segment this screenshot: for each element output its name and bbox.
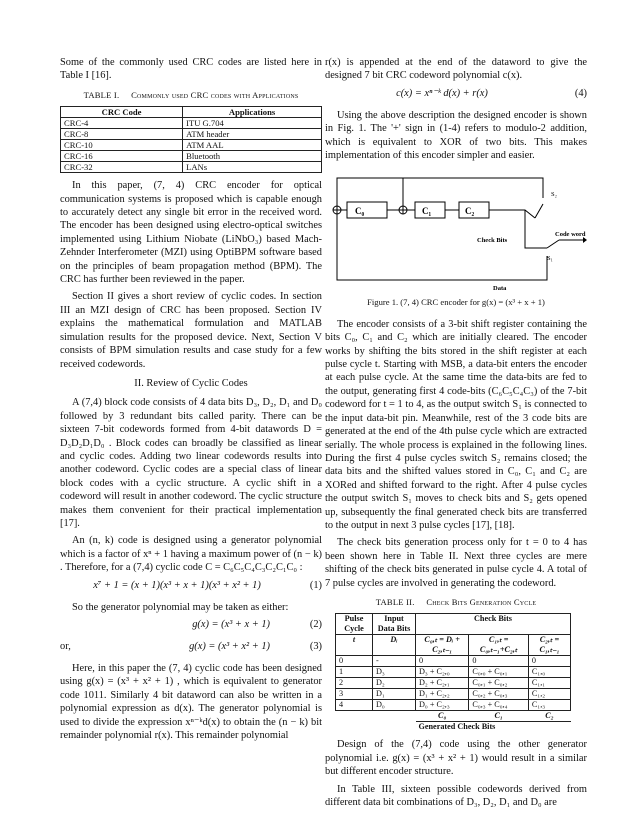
table-cell: 2 bbox=[336, 678, 373, 689]
section-heading: II. Review of Cyclic Codes bbox=[134, 377, 248, 389]
switch-s2 bbox=[535, 204, 543, 218]
table-cell: 4 bbox=[336, 700, 373, 711]
table-cell: CRC-16 bbox=[61, 151, 183, 162]
table-cell: ATM AAL bbox=[183, 140, 322, 151]
table-cell: C₀,₁ + C₀,₂ bbox=[469, 678, 529, 689]
table1-header: CRC Code bbox=[61, 107, 183, 118]
table-row bbox=[336, 667, 571, 678]
paragraph: The check bits generation process only for t = 0 to 4 has been shown here in Table II. Next three cycles are mere shifting of the check bits generated in pulse cycle 4. A total of 7 pulse cycles are involved in generating the codeword. bbox=[325, 537, 587, 589]
table-cell: D₂ bbox=[373, 678, 416, 689]
equation-4 bbox=[325, 87, 587, 105]
table1-title: Commonly used CRC codes with Applications bbox=[131, 89, 299, 100]
table2-subheader: C₀,ₜ = Dᵢ + C₂,ₜ₋₁ bbox=[416, 635, 469, 656]
paragraph: In this paper, (7, 4) CRC encoder for optical communication systems is proposed which is capable enough to accurately detect any single bit error in the received word. The encoder has been designed using electro-optical switches implemented using Lithium Niobate (LiNbO₃) based Mach-Zehnder Interferometer (MZI) using OptiBPM software based on the principles of beam propagation method (BPM). The CRC has further been reviewed in the paper. bbox=[60, 180, 322, 286]
paragraph: An (n, k) code is designed using a generator polynomial which is a factor of xⁿ + 1 having a maximum power of (n − k) . Therefore, for a (7,4) cyclic code C = C₆C₅C₄C₃C₂C₁C₀ : bbox=[60, 535, 322, 574]
table-cell: D₀ bbox=[373, 700, 416, 711]
right-column bbox=[325, 56, 587, 813]
equation-number: (2) bbox=[309, 619, 322, 630]
table1-label: TABLE I. bbox=[83, 89, 120, 100]
brace-label: C₀ bbox=[416, 711, 469, 722]
paragraph: r(x) is appended at the end of the dataword to give the designed 7 bit CRC codeword polynomial c(x). bbox=[325, 57, 587, 82]
equation-2 bbox=[60, 618, 322, 636]
table-row bbox=[336, 700, 571, 711]
encoder-figure bbox=[325, 168, 587, 294]
table2-caption bbox=[325, 596, 587, 609]
table-row bbox=[61, 118, 322, 129]
table-cell: CRC-4 bbox=[61, 118, 183, 129]
equation-lead: or, bbox=[60, 641, 71, 652]
c0-label: C₀ bbox=[355, 206, 365, 217]
table-cell: 0 bbox=[336, 656, 373, 667]
table2-subheader: Dᵢ bbox=[373, 635, 416, 656]
table-cell: CRC-32 bbox=[61, 162, 183, 173]
table-cell: D₁ + C₂,₂ bbox=[416, 689, 469, 700]
table-row bbox=[336, 656, 571, 667]
table-cell: D₂ + C₂,₁ bbox=[416, 678, 469, 689]
code-word-label: Code word bbox=[555, 231, 586, 239]
paragraph: Design of the (7,4) code using the other generator polynomial i.e. g(x) = (x³ + x² + 1) would result in a similar but different encoder structure. bbox=[325, 739, 587, 778]
brace-label: C₂ bbox=[528, 711, 570, 722]
c2-label: C₂ bbox=[465, 206, 475, 217]
brace-label: C₁ bbox=[469, 711, 529, 722]
table-cell: CRC-8 bbox=[61, 129, 183, 140]
table-cell: C₁,₃ bbox=[528, 700, 570, 711]
table-row bbox=[61, 129, 322, 140]
table-cell: ATM header bbox=[183, 129, 322, 140]
switch-s1 bbox=[547, 240, 559, 248]
table-cell: 0 bbox=[528, 656, 570, 667]
table-row bbox=[61, 140, 322, 151]
table-cell: Bluetooth bbox=[183, 151, 322, 162]
table-cell: ITU G.704 bbox=[183, 118, 322, 129]
table-cell: CRC-10 bbox=[61, 140, 183, 151]
s2-label: S₂ bbox=[551, 191, 557, 199]
paragraph: Section II gives a short review of cyclic codes. In section III an MZI design of CRC has been proposed. Section IV explains the mathematical formulation and MATLAB simulation results for the proposed device. Next, Section V consists of BPM simulation results and case study for a few received codewords. bbox=[60, 291, 322, 370]
table-cell: D₃ bbox=[373, 667, 416, 678]
equation-text: x⁷ + 1 = (x + 1)(x³ + x + 1)(x³ + x² + 1) bbox=[93, 579, 261, 591]
equation-number: (3) bbox=[309, 641, 322, 652]
intro-paragraph: Some of the commonly used CRC codes are listed here in Table I [16]. bbox=[60, 57, 322, 82]
crc-codes-table bbox=[60, 106, 322, 173]
table2-header: Check Bits bbox=[416, 614, 571, 635]
figure-caption: Figure 1. (7, 4) CRC encoder for g(x) = (x³ + x + 1) bbox=[367, 297, 545, 308]
table-cell: C₁,₁ bbox=[528, 678, 570, 689]
table-row bbox=[61, 151, 322, 162]
equation-3 bbox=[60, 640, 322, 658]
check-bits-table bbox=[335, 613, 571, 732]
paragraph: So the generator polynomial may be taken as either: bbox=[72, 601, 289, 613]
table-cell: 0 bbox=[416, 656, 469, 667]
equation-number: (4) bbox=[574, 87, 587, 99]
table1-caption bbox=[60, 89, 322, 102]
table-cell: D₁ bbox=[373, 689, 416, 700]
register-c0 bbox=[347, 202, 387, 218]
paragraph: Using the above description the designed encoder is shown in Fig. 1. The '+' sign in (1-4) refers to modulo-2 addition, which is equivalent to XOR of two bits. This makes implementation of this encoder simpler and easier. bbox=[325, 109, 587, 162]
table-cell: C₀,₃ + C₀,₄ bbox=[469, 700, 529, 711]
table2-label: TABLE II. bbox=[375, 596, 415, 607]
equation-number: (1) bbox=[309, 579, 322, 591]
table-cell: C₀,₂ + C₀,₃ bbox=[469, 689, 529, 700]
paragraph: Here, in this paper the (7, 4) cyclic code has been designed using g(x) = (x³ + x² + 1) , which is equivalent to generator code 1011. Similarly 4 bit dataword can also be written in a polynomial expression as d(x). The generator polynomial is used to divide the expression xⁿ⁻ᵏd(x) to obtain the (n − k) bit remainder polynomial r(x). This remainder polynomial bbox=[60, 663, 322, 742]
table2-subheader: C₂,ₜ = C₁,ₜ₋₁ bbox=[528, 635, 570, 656]
equation-text: g(x) = (x³ + x + 1) bbox=[192, 619, 270, 630]
paragraph: A (7,4) block code consists of 4 data bits D₃, D₂, D₁ and D₀ followed by 3 redundant bits called parity. There can be sixteen 7-bit codewords formed from 4-bit datawords D = D₃D₂D₁D₀ . Block codes can broadly be classified as linear and cyclic codes. Adding two linear codewords results into another codeword. Cyclic codes are a special class of linear block codes with a cyclic structure. A cyclic shift in a codeword will result in another codeword. The cyclic structure makes them convenient for their practical implementation [17]. bbox=[60, 397, 322, 529]
table-row bbox=[336, 678, 571, 689]
table2-title: Check Bits Generation Cycle bbox=[426, 596, 537, 607]
generated-check-bits-label: Generated Check Bits bbox=[416, 722, 571, 733]
equation-text: c(x) = xⁿ⁻ᵏ d(x) + r(x) bbox=[396, 87, 488, 99]
table2-subheader: C₁,ₜ = C₀,ₜ₋₁+C₂,ₜ bbox=[469, 635, 529, 656]
table-cell: D₃ + C₂,₀ bbox=[416, 667, 469, 678]
table-row bbox=[61, 162, 322, 173]
table-cell: 1 bbox=[336, 667, 373, 678]
equation-1 bbox=[60, 579, 322, 597]
table-cell: 0 bbox=[469, 656, 529, 667]
table-row bbox=[336, 689, 571, 700]
left-column bbox=[60, 56, 322, 746]
paragraph: The encoder consists of a 3-bit shift register containing the bits C₀, C₁ and C₂ which are initially cleared. The encoder works by shifting the bits stored in the shift register at each pulse cycle t. Starting with MSB, a data-bit enters the encoder at each pulse cycle. At the same time the data-bits are fed to the output, generating first 4 code-bits (C₆C₅C₄C₃) of the 7-bit codeword for t = 1 to 4, as the output switch S₁ is connected to the input data-bit pin. Meanwhile, rest of the 3 code bits are generated at the end of the 4th pulse cycle which are extracted serially. The whole process is explained in the following lines. During the first 4 pulse cycles switch S₂ remains closed; the data bits and the shifted values stored in C₀, C₁ and C₂ are XORed and shifted forward to the right. After 4 pulse cycles the output switch S₁ moves to check bits and S₂ gets opened up, subsequently the final generated check bits are transferred to the output in next 3 pulse cycles [17], [18]. bbox=[325, 318, 587, 531]
table-cell: C₁,₂ bbox=[528, 689, 570, 700]
paragraph: In Table III, sixteen possible codewords derived from different data bit combinations of D₃, D₂, D₁ and D₀ are bbox=[325, 783, 587, 808]
c1-label: C₁ bbox=[422, 206, 432, 217]
s1-label: S₁ bbox=[547, 255, 553, 263]
check-bits-label: Check Bits bbox=[477, 237, 508, 245]
table-cell: - bbox=[373, 656, 416, 667]
equation-text: g(x) = (x³ + x² + 1) bbox=[189, 641, 270, 652]
table2-header: Input Data Bits bbox=[373, 614, 416, 635]
table-cell: D₀ + C₂,₃ bbox=[416, 700, 469, 711]
brace-row bbox=[336, 711, 571, 722]
table-cell: C₀,₀ + C₀,₁ bbox=[469, 667, 529, 678]
table2-header: Pulse Cycle bbox=[336, 614, 373, 635]
table-cell: LANs bbox=[183, 162, 322, 173]
table1-header: Applications bbox=[183, 107, 322, 118]
table2-subheader: t bbox=[336, 635, 373, 656]
data-label: Data bbox=[493, 285, 507, 293]
table-cell: 3 bbox=[336, 689, 373, 700]
table-cell: C₁,₀ bbox=[528, 667, 570, 678]
encoder-diagram bbox=[325, 168, 587, 294]
